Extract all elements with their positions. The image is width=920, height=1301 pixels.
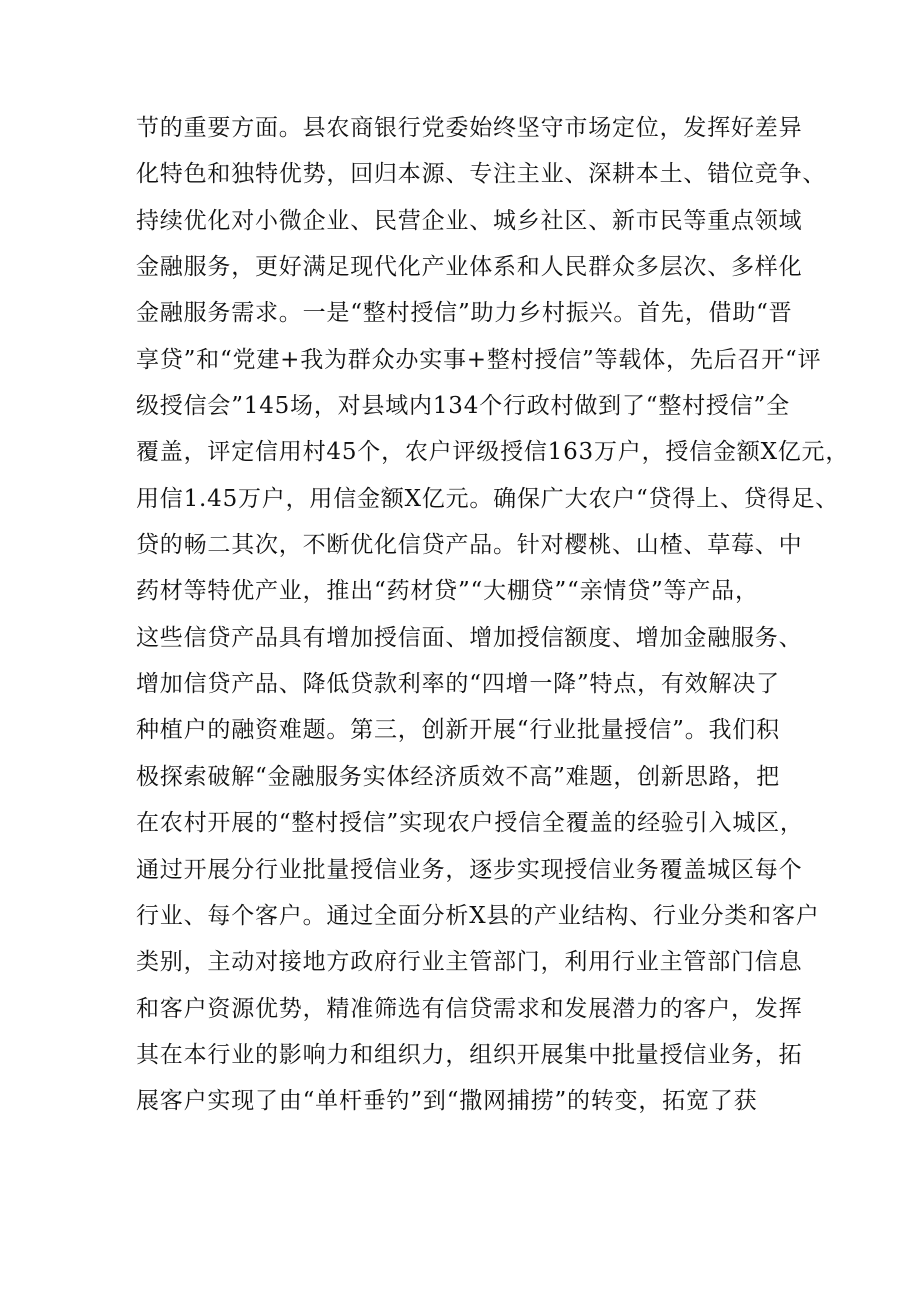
text-line: 级授信会”145场，对县域内134个行政村做到了“整村授信”全 xyxy=(136,393,790,420)
text-line: 通过开展分行业批量授信业务，逐步实现授信业务覆盖城区每个 xyxy=(136,856,803,883)
body-text xyxy=(136,105,850,1125)
text-line: 持续优化对小微企业、民营企业、城乡社区、新市民等重点领域 xyxy=(136,207,803,234)
text-line: 享贷”和“党建+我为群众办实事+整村授信”等载体，先后召开“评 xyxy=(136,346,822,373)
text-line: 覆盖，评定信用村45个，农户评级授信163万户，授信金额X亿元， xyxy=(136,439,850,466)
text-line: 其在本行业的影响力和组织力，组织开展集中批量授信业务，拓 xyxy=(136,1041,803,1068)
text-line: 类别，主动对接地方政府行业主管部门，利用行业主管部门信息 xyxy=(136,949,803,976)
text-line: 种植户的融资难题。第三，创新开展“行业批量授信”。我们积 xyxy=(136,717,780,744)
text-line: 金融服务，更好满足现代化产业体系和人民群众多层次、多样化 xyxy=(136,254,803,281)
text-line: 行业、每个客户。通过全面分析X县的产业结构、行业分类和客户 xyxy=(136,902,820,929)
text-line: 增加信贷产品、降低贷款利率的“四增一降”特点，有效解决了 xyxy=(136,671,780,698)
text-line: 和客户资源优势，精准筛选有信贷需求和发展潜力的客户，发挥 xyxy=(136,995,803,1022)
text-line: 金融服务需求。一是“整村授信”助力乡村振兴。首先，借助“晋 xyxy=(136,300,793,327)
text-line: 这些信贷产品具有增加授信面、增加授信额度、增加金融服务、 xyxy=(136,624,803,651)
text-line: 贷的畅二其次，不断优化信贷产品。针对樱桃、山楂、草莓、中 xyxy=(136,532,803,559)
text-line: 展客户实现了由“单杆垂钓”到“撒网捕捞”的转变，拓宽了获 xyxy=(136,1088,758,1115)
text-line: 节的重要方面。县农商银行党委始终坚守市场定位，发挥好差异 xyxy=(136,115,803,141)
text-line: 用信1.45万户，用信金额X亿元。确保广大农户“贷得上、贷得足、 xyxy=(136,485,839,512)
text-line: 化特色和独特优势，回归本源、专注主业、深耕本土、错位竞争、 xyxy=(136,161,827,188)
text-line: 极探索破解“金融服务实体经济质效不高”难题，创新思路，把 xyxy=(136,763,780,790)
text-line: 在农村开展的“整村授信”实现农户授信全覆盖的经验引入城区， xyxy=(136,810,804,837)
text-line: 药材等特优产业，推出“药材贷”“大棚贷”“亲情贷”等产品， xyxy=(136,578,759,605)
